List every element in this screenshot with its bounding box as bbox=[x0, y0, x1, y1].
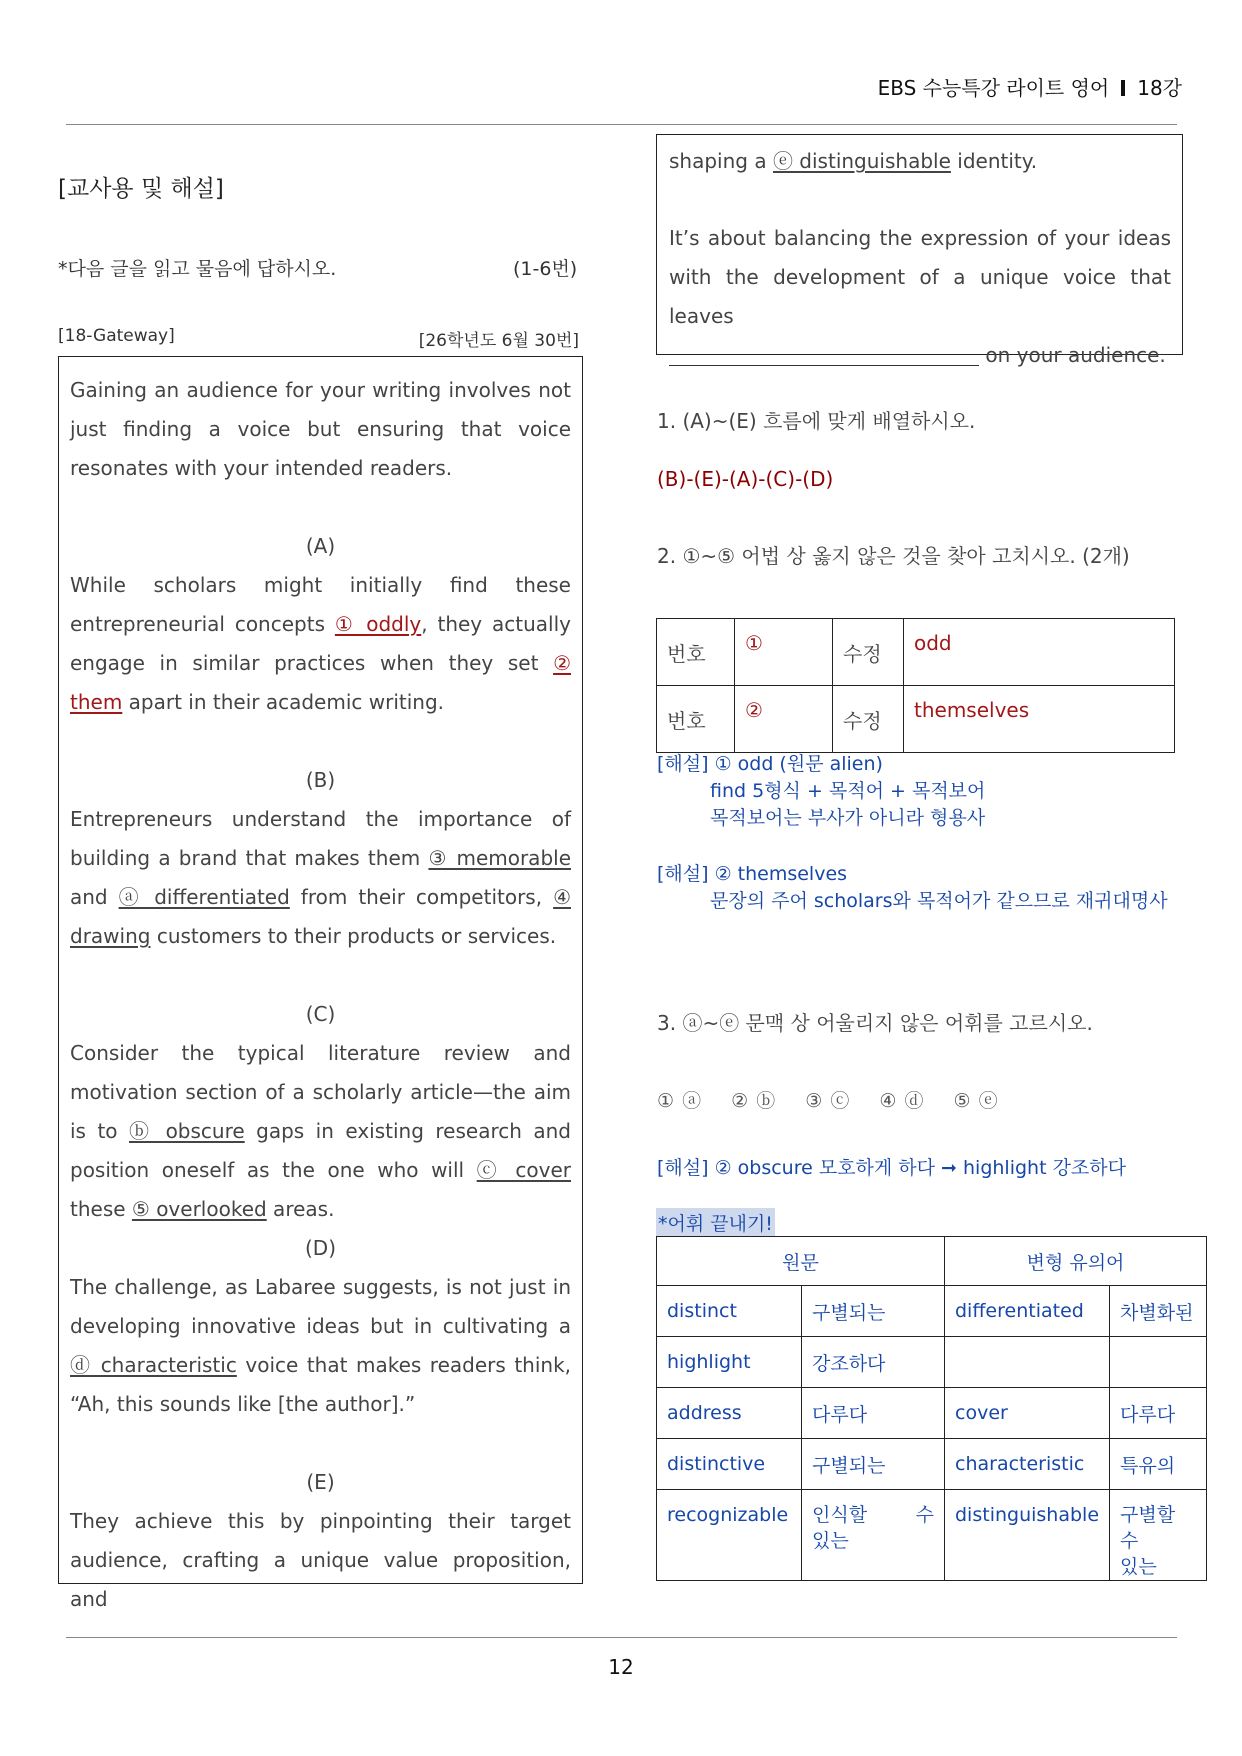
passage-continuation-box bbox=[656, 134, 1183, 367]
paragraph-e-label: (E) bbox=[306, 1470, 335, 1494]
source-exam: [26학년도 6월 30번] bbox=[418, 331, 579, 351]
table-header-row bbox=[657, 1237, 1207, 1286]
table-row: recognizable 인식할 수 있는 distinguishable 구별할 수 있는 bbox=[657, 1490, 1207, 1581]
paragraph-b-label: (B) bbox=[305, 768, 336, 792]
box-line-1: shaping a ⓔ distinguishable identity. bbox=[669, 149, 1038, 173]
source-tag: [18-Gateway] bbox=[58, 326, 175, 346]
number-label: 번호 bbox=[657, 619, 735, 686]
table-row: highlight 강조하다 bbox=[657, 1337, 1207, 1388]
table-row bbox=[657, 686, 1175, 753]
passage-box bbox=[58, 356, 583, 1611]
underlined-differentiated: ⓐ differentiated bbox=[118, 885, 290, 909]
header-lesson: 18강 bbox=[1137, 76, 1182, 100]
col-original: 원문 bbox=[657, 1237, 945, 1286]
fix-value: odd bbox=[904, 619, 1175, 686]
table-row: distinct 구별되는 differentiated 차별화된 bbox=[657, 1286, 1207, 1337]
number-label: 번호 bbox=[657, 686, 735, 753]
option-5[interactable]: ⑤ ⓔ bbox=[953, 1090, 998, 1112]
underlined-cover: ⓒ cover bbox=[476, 1158, 572, 1182]
fix-label: 수정 bbox=[833, 619, 904, 686]
box-summary: It’s about balancing the expression of your ideas with the development of a unique voice that leaves bbox=[669, 226, 1171, 328]
answer-blank[interactable] bbox=[669, 343, 979, 366]
underlined-distinguishable: ⓔ distinguishable bbox=[772, 149, 951, 173]
vocab-table bbox=[656, 1236, 1207, 1581]
paragraph-d-label: (D) bbox=[304, 1236, 336, 1260]
paragraph-c: Consider the typical literature review and motivation section of a scholarly article—the aim is to ⓑ obscure gaps in existing research and position oneself as the one who will ⓒ cover these ⑤ overlooked areas. bbox=[70, 1041, 572, 1221]
answer-options bbox=[657, 1086, 1020, 1113]
header-book-title: EBS 수능특강 라이트 영어 bbox=[877, 76, 1110, 100]
grammar-answer-table bbox=[656, 618, 1175, 753]
underlined-drawing: ④ drawing bbox=[70, 885, 572, 948]
instruction-range: (1-6번) bbox=[513, 258, 578, 280]
page-header bbox=[878, 72, 1182, 101]
page-title: [교사용 및 해설] bbox=[58, 176, 224, 202]
option-3[interactable]: ③ ⓒ bbox=[805, 1090, 850, 1112]
table-row bbox=[657, 619, 1175, 686]
question-2: 2. ①~⑤ 어법 상 옳지 않은 것을 찾아 고치시오. (2개) bbox=[657, 544, 1130, 568]
box-blank-line: on your audience. bbox=[669, 336, 1171, 375]
fix-label: 수정 bbox=[833, 686, 904, 753]
question-1: 1. (A)~(E) 흐름에 맞게 배열하시오. bbox=[657, 409, 976, 433]
underlined-characteristic: ⓓ characteristic bbox=[70, 1353, 237, 1377]
fix-value: themselves bbox=[904, 686, 1175, 753]
underlined-them: ② them bbox=[70, 651, 571, 714]
instruction-text: *다음 글을 읽고 물음에 답하시오. bbox=[58, 258, 337, 280]
option-2[interactable]: ② ⓑ bbox=[731, 1090, 776, 1112]
option-1[interactable]: ① ⓐ bbox=[657, 1090, 702, 1112]
paragraph-c-label: (C) bbox=[305, 1002, 336, 1026]
footer-rule bbox=[66, 1637, 1177, 1638]
paragraph-a: While scholars might initially find these entrepreneurial concepts ① oddly, they actually engage in similar practices when they set ② them apart in their academic writing. bbox=[70, 573, 571, 714]
explanation-2-2: [해설] ② themselves 문장의 주어 scholars와 목적어가 같으므로 재귀대명사 bbox=[657, 863, 1168, 912]
underlined-oddly: ① oddly bbox=[334, 612, 422, 636]
paragraph-b: Entrepreneurs understand the importance of building a brand that makes them ③ memorable and ⓐ differentiated from their competitors, ④ drawing customers to their products or services. bbox=[70, 807, 572, 948]
header-rule bbox=[66, 124, 1177, 125]
table-row: distinctive 구별되는 characteristic 특유의 bbox=[657, 1439, 1207, 1490]
explanation-3: [해설] ② obscure 모호하게 하다 ➞ highlight 강조하다 bbox=[657, 1157, 1126, 1179]
paragraph-a-label: (A) bbox=[305, 534, 336, 558]
question-3: 3. ⓐ~ⓔ 문맥 상 어울리지 않은 어휘를 고르시오. bbox=[657, 1011, 1093, 1035]
underlined-obscure: ⓑ obscure bbox=[129, 1119, 245, 1143]
option-4[interactable]: ④ ⓓ bbox=[879, 1090, 924, 1112]
col-variant: 변형 유의어 bbox=[945, 1237, 1207, 1286]
page-number: 12 bbox=[608, 1655, 634, 1679]
number-value: ① bbox=[735, 619, 833, 686]
table-row: address 다루다 cover 다루다 bbox=[657, 1388, 1207, 1439]
underlined-overlooked: ⑤ overlooked bbox=[131, 1197, 267, 1221]
header-divider bbox=[1121, 80, 1125, 96]
answer-1: (B)-(E)-(A)-(C)-(D) bbox=[657, 467, 834, 491]
number-value: ② bbox=[735, 686, 833, 753]
paragraph-e: They achieve this by pinpointing their target audience, crafting a unique value proposition, and bbox=[70, 1509, 571, 1611]
underlined-memorable: ③ memorable bbox=[428, 846, 571, 870]
paragraph-d: The challenge, as Labaree suggests, is not just in developing innovative ideas but in cultivating a ⓓ characteristic voice that makes readers think, “Ah, this sounds like [the author].” bbox=[70, 1275, 572, 1416]
explanation-2-1: [해설] ① odd (원문 alien) find 5형식 + 목적어 + 목적보어 목적보어는 부사가 아니라 형용사 bbox=[657, 753, 986, 829]
passage-intro: Gaining an audience for your writing involves not just finding a voice but ensuring that voice resonates with your intended readers. bbox=[70, 378, 571, 480]
vocab-heading: *어휘 끝내기! bbox=[656, 1208, 775, 1237]
